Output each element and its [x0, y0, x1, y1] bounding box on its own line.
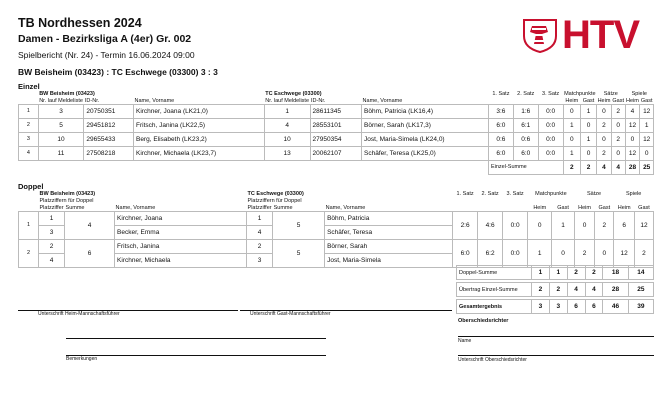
cell-mp-g: 0 — [552, 239, 574, 267]
cell-mp-h: 1 — [563, 118, 580, 132]
cell-a-nr: 4 — [264, 118, 310, 132]
cell-sa-g: 2 — [595, 211, 614, 239]
col-matchpunkte: Matchpunkte — [535, 191, 567, 197]
sum-value: 1 — [549, 266, 567, 280]
doppel-table — [18, 190, 654, 268]
cell-sa-h: 2 — [597, 146, 612, 160]
total-value: 6 — [567, 300, 585, 314]
sig-home-label: Unterschrift Heim-Mannschaftsführer — [38, 311, 120, 317]
cell-a-name: Börner, Sarah (LK17,3) — [362, 118, 489, 132]
page-title: TB Nordhessen 2024 — [18, 16, 142, 30]
sum-value: 4 — [585, 283, 603, 297]
cell-sa-h: 0 — [597, 132, 612, 146]
cell-sp-g: 1 — [640, 118, 654, 132]
cell-a-id: 28611345 — [310, 104, 362, 118]
referee-name-label: Name — [458, 338, 472, 344]
sum-value: 25 — [628, 283, 653, 297]
cell-mp-g: 1 — [581, 132, 597, 146]
cell-sp-g: 12 — [640, 132, 654, 146]
referee-sig-line[interactable] — [458, 355, 654, 356]
sum-value: 2 — [567, 266, 585, 280]
cell-h-nr: 11 — [38, 146, 84, 160]
cell-sp-h: 4 — [625, 104, 640, 118]
cell-h-name: Kirchner, Joana (LK21,0) — [133, 104, 264, 118]
col-satz2: 2. Satz — [481, 191, 499, 197]
einzel-section-label: Einzel — [18, 82, 40, 91]
remarks-line-2[interactable] — [66, 355, 326, 356]
cell-sa-h: 2 — [597, 118, 612, 132]
cell-a-name: Jost, Maria-Simela (LK24,0) — [362, 132, 489, 146]
cell-s2: 6:0 — [513, 146, 538, 160]
doppel-away-team: TC Eschwege (03300) — [247, 191, 304, 197]
cell-a-n1: Börner, Sarah — [325, 239, 453, 253]
doppel-summary-table — [456, 265, 654, 314]
cell-s1: 6:0 — [488, 118, 513, 132]
cell-h-sum: 4 — [65, 211, 115, 239]
cell-h-name: Kirchner, Michaela (LK23,7) — [133, 146, 264, 160]
col-platzziffer: Platzziffer — [39, 204, 64, 211]
cell-h-sum: 6 — [65, 239, 115, 267]
cell-s1: 3:6 — [488, 104, 513, 118]
cell-sa-h: 0 — [597, 104, 612, 118]
col-heim: Heim — [617, 204, 631, 211]
match-result: BW Beisheim (03423) : TC Eschwege (03300) 3 : 3 — [18, 67, 218, 77]
cell-s3: 0:0 — [538, 146, 563, 160]
col-gast: Gast — [598, 204, 611, 211]
col-gast: Gast — [638, 204, 650, 211]
cell-h-nr: 5 — [38, 118, 84, 132]
doppel-row — [19, 239, 654, 253]
cell-idx: 1 — [19, 211, 39, 239]
col-platz-away: Platzziffern für Doppel — [247, 198, 302, 204]
total-value: 39 — [628, 300, 653, 314]
uebertrag-label: Übertrag Einzel-Summe — [457, 283, 532, 297]
col-satz3: 3. Satz — [506, 191, 524, 197]
cell-sp-g: 0 — [640, 146, 654, 160]
col-gast: Gast — [582, 97, 595, 104]
cell-h-id: 29451812 — [84, 118, 134, 132]
cell-a-name: Böhm, Patricia (LK16,4) — [362, 104, 489, 118]
cell-a-nr: 10 — [264, 132, 310, 146]
col-saetze: Sätze — [603, 91, 618, 97]
col-heim: Heim — [578, 204, 591, 211]
cell-idx: 4 — [19, 146, 39, 160]
total-value: 3 — [549, 300, 567, 314]
total-value: 3 — [532, 300, 550, 314]
remarks-line-1[interactable] — [66, 338, 326, 339]
cell-h-n1: Fritsch, Janina — [115, 239, 247, 253]
col-nr-lauf: Nr. lauf Meldeliste — [39, 97, 83, 104]
htv-logo — [520, 13, 653, 57]
cell-sp-g: 2 — [634, 239, 653, 267]
sum-value: 28 — [625, 160, 640, 174]
doppel-row — [19, 211, 654, 225]
einzel-row — [19, 104, 654, 118]
cell-a-id: 27950354 — [310, 132, 362, 146]
referee-title: Oberschiedsrichter — [458, 318, 509, 324]
sum-value: 2 — [585, 266, 603, 280]
cell-a-name: Schäfer, Teresa (LK25,0) — [362, 146, 489, 160]
einzel-sum-row — [19, 160, 654, 174]
cell-s1: 2:6 — [453, 211, 478, 239]
cell-sp-h: 0 — [625, 132, 640, 146]
league-title: Damen - Bezirksliga A (4er) Gr. 002 — [18, 33, 192, 45]
cell-s3: 0:0 — [538, 118, 563, 132]
cell-a-n2: Schäfer, Teresa — [325, 225, 453, 239]
cell-a-sum: 5 — [273, 211, 325, 239]
col-name: Name, Vorname — [115, 204, 156, 211]
col-heim: Heim — [565, 97, 579, 104]
cell-h-n1: Kirchner, Joana — [115, 211, 247, 225]
cell-a-nr: 13 — [264, 146, 310, 160]
einzel-row — [19, 132, 654, 146]
sum-value: 28 — [603, 283, 628, 297]
cell-idx: 2 — [19, 118, 39, 132]
cell-sp-h: 12 — [625, 118, 640, 132]
cell-s3: 0:0 — [503, 211, 528, 239]
cell-sa-g: 0 — [611, 146, 625, 160]
cell-idx: 3 — [19, 132, 39, 146]
sum-value: 4 — [611, 160, 625, 174]
cell-s2: 6:2 — [478, 239, 503, 267]
col-satz1: 1. Satz — [456, 191, 474, 197]
col-saetze: Sätze — [586, 191, 602, 197]
cell-s2: 1:6 — [513, 104, 538, 118]
col-nr-lauf-away: Nr. lauf Meldeliste — [265, 97, 310, 104]
cell-h-name: Fritsch, Janina (LK22,5) — [133, 118, 264, 132]
sum-value: 2 — [549, 283, 567, 297]
doppel-sum-row — [457, 266, 654, 280]
einzel-away-team: TC Eschwege (03300) — [265, 91, 322, 97]
col-heim: Heim — [626, 97, 639, 104]
cell-s3: 0:0 — [503, 239, 528, 267]
remarks-label: Bemerkungen — [66, 356, 98, 362]
cell-h-n2: Becker, Emma — [115, 225, 247, 239]
cell-h-n2: Kirchner, Michaela — [115, 253, 247, 267]
referee-sig-label: Unterschrift Oberschiedsrichter — [458, 357, 527, 363]
cell-idx: 2 — [19, 239, 39, 267]
cell-mp-h: 0 — [563, 132, 580, 146]
col-spiele: Spiele — [631, 91, 647, 97]
col-platz: Platzziffern für Doppel — [39, 198, 94, 204]
col-matchpunkte: Matchpunkte — [564, 91, 596, 97]
cell-mp-g: 1 — [552, 211, 574, 239]
einzel-home-team: BW Beisheim (03423) — [39, 91, 95, 97]
cell-s1: 6:0 — [488, 146, 513, 160]
total-value: 6 — [585, 300, 603, 314]
cell-sp-g: 12 — [634, 211, 653, 239]
sum-value: 2 — [563, 160, 580, 174]
cell-a-p2: 3 — [247, 253, 273, 267]
col-gast: Gast — [612, 97, 625, 104]
gesamt-label: Gesamtergebnis — [457, 300, 532, 314]
cell-sa-g: 2 — [611, 104, 625, 118]
cell-a-n2: Jost, Maria-Simela — [325, 253, 453, 267]
cell-h-p2: 4 — [39, 253, 65, 267]
cell-h-id: 27508218 — [84, 146, 134, 160]
cell-s1: 6:0 — [453, 239, 478, 267]
einzel-sum-label: Einzel-Summe — [488, 160, 563, 174]
cell-h-nr: 3 — [38, 104, 84, 118]
sum-value: 18 — [603, 266, 628, 280]
cell-s3: 0:0 — [538, 132, 563, 146]
cell-sa-h: 2 — [574, 239, 595, 267]
cell-mp-h: 0 — [563, 104, 580, 118]
col-gast: Gast — [557, 204, 569, 211]
sum-value: 4 — [567, 283, 585, 297]
cell-h-p1: 2 — [39, 239, 65, 253]
einzel-row — [19, 146, 654, 160]
cell-a-n1: Böhm, Patricia — [325, 211, 453, 225]
cell-sp-h: 12 — [614, 239, 635, 267]
cell-sp-h: 12 — [625, 146, 640, 160]
cell-mp-h: 1 — [528, 239, 552, 267]
sum-value: 2 — [532, 283, 550, 297]
cell-sa-h: 0 — [574, 211, 595, 239]
col-name-away: Name, Vorname — [362, 97, 403, 104]
cell-s2: 4:6 — [478, 211, 503, 239]
cell-sa-g: 0 — [595, 239, 614, 267]
cell-sp-h: 6 — [614, 211, 635, 239]
match-info: Spielbericht (Nr. 24) - Termin 16.06.2024 09:00 — [18, 50, 195, 60]
hesse-lion-icon — [520, 16, 560, 54]
cell-a-p1: 1 — [247, 211, 273, 225]
cell-idx: 1 — [19, 104, 39, 118]
col-spiele: Spiele — [626, 191, 642, 197]
cell-mp-h: 1 — [563, 146, 580, 160]
cell-sp-g: 12 — [640, 104, 654, 118]
col-satz3: 3. Satz — [542, 91, 560, 97]
col-summe: Summe — [65, 204, 85, 211]
sig-away-label: Unterschrift Gast-Mannschaftsführer — [250, 311, 331, 317]
doppel-home-team: BW Beisheim (03423) — [39, 191, 96, 197]
cell-a-p2: 4 — [247, 225, 273, 239]
col-platzziffer-away: Platzziffer — [247, 204, 272, 211]
cell-mp-g: 0 — [581, 146, 597, 160]
col-satz1: 1. Satz — [492, 91, 510, 97]
cell-a-id: 28553101 — [310, 118, 362, 132]
einzel-row — [19, 118, 654, 132]
sum-value: 1 — [532, 266, 550, 280]
col-heim: Heim — [597, 97, 611, 104]
col-summe-away: Summe — [273, 204, 293, 211]
col-heim: Heim — [533, 204, 547, 211]
cell-s2: 0:6 — [513, 132, 538, 146]
cell-h-nr: 10 — [38, 132, 84, 146]
col-name: Name, Vorname — [134, 97, 175, 104]
col-satz2: 2. Satz — [517, 91, 535, 97]
sum-value: 4 — [597, 160, 612, 174]
cell-h-id: 20750351 — [84, 104, 134, 118]
col-name-away: Name, Vorname — [325, 204, 366, 211]
doppel-section-label: Doppel — [18, 182, 44, 191]
cell-h-p2: 3 — [39, 225, 65, 239]
sum-value: 25 — [640, 160, 654, 174]
cell-sa-g: 0 — [611, 118, 625, 132]
doppel-sum-label: Doppel-Summe — [457, 266, 532, 280]
cell-s1: 0:6 — [488, 132, 513, 146]
cell-s3: 0:0 — [538, 104, 563, 118]
cell-s2: 6:1 — [513, 118, 538, 132]
referee-name-line[interactable] — [458, 336, 654, 337]
cell-a-p1: 2 — [247, 239, 273, 253]
cell-a-sum: 5 — [273, 239, 325, 267]
cell-mp-g: 0 — [581, 118, 597, 132]
cell-a-id: 20062107 — [310, 146, 362, 160]
uebertrag-row — [457, 283, 654, 297]
einzel-table — [18, 90, 654, 175]
cell-a-nr: 1 — [264, 104, 310, 118]
cell-h-id: 29655433 — [84, 132, 134, 146]
total-value: 46 — [603, 300, 628, 314]
col-gast: Gast — [640, 97, 653, 104]
cell-sa-g: 2 — [611, 132, 625, 146]
cell-h-p1: 1 — [39, 211, 65, 225]
cell-h-name: Berg, Elisabeth (LK23,2) — [133, 132, 264, 146]
col-id-away: ID-Nr. — [311, 97, 326, 104]
sum-value: 14 — [628, 266, 653, 280]
sum-value: 2 — [581, 160, 597, 174]
col-id: ID-Nr. — [84, 97, 100, 104]
cell-mp-h: 0 — [528, 211, 552, 239]
cell-mp-g: 1 — [581, 104, 597, 118]
logo-text: HTV — [562, 13, 639, 57]
gesamt-row — [457, 300, 654, 314]
